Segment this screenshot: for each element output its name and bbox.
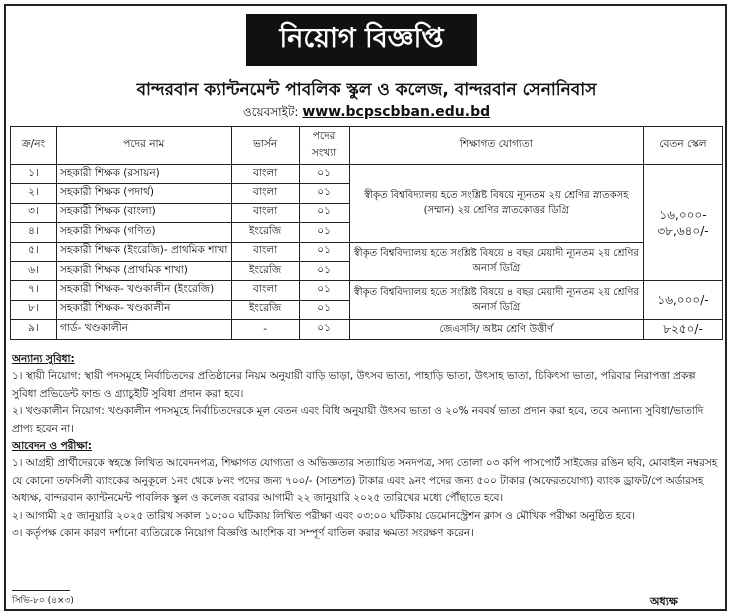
qualification-cell: স্বীকৃত বিশ্ববিদ্যালয় হতে সংশ্লিষ্ট বিষয়ে ন্যূনতম ২য় শ্রেণির স্নাতকসহ (সম্মান) ২য় শ্রেণির স্নাতকোত্তর ডিগ্রি	[349, 165, 643, 243]
table-row	[11, 320, 723, 339]
benefits-heading: অন্যান্য সুবিধা:	[12, 353, 75, 365]
count-cell: ০১	[299, 184, 349, 203]
serial-cell: ২।	[11, 184, 57, 203]
version-cell: বাংলা	[231, 184, 299, 203]
version-cell: বাংলা	[231, 281, 299, 300]
table-row	[11, 281, 723, 300]
serial-cell: ৬।	[11, 261, 57, 280]
count-cell: ০১	[299, 242, 349, 261]
table-row	[11, 165, 723, 184]
website-line	[0, 104, 733, 124]
version-cell: বাংলা	[231, 165, 299, 184]
count-cell: ০১	[299, 320, 349, 339]
table-row	[11, 242, 723, 261]
count-cell: ০১	[299, 261, 349, 280]
serial-cell: ৭।	[11, 281, 57, 300]
post-cell: সহকারী শিক্ষক (গণিত)	[56, 223, 231, 242]
document-code: সিভি-৮০ (৪×৩)	[12, 596, 74, 606]
qualification-cell: স্বীকৃত বিশ্ববিদ্যালয় হতে সংশ্লিষ্ট বিষয়ে ৪ বছর মেয়াদী ন্যূনতম ২য় শ্রেণির অনার্স ডিগ্রি	[349, 242, 643, 281]
header-serial: ক্র/নং	[11, 127, 57, 165]
serial-cell: ১।	[11, 165, 57, 184]
benefit-item: ১। স্থায়ী নিয়োগ: স্থায়ী পদসমূহে নির্বাচিতদের প্রতিষ্ঠানের নিয়ম অনুযায়ী বাড়ি ভাড়া, উৎসব ভাতা, পাহাড়ি ভাতা, উৎসাহ ভাতা, চিকিৎসা ভাতা, পরিবার নিরাপত্তা প্রকল্প সুবিধা প্রভিডেন্ট ফান্ড ও গ্র্যাচুইটি সুবিধা প্রদান করা হবে।	[12, 370, 696, 400]
serial-cell: ৫।	[11, 242, 57, 261]
version-cell: বাংলা	[231, 203, 299, 222]
version-cell: -	[231, 320, 299, 339]
count-cell: ০১	[299, 300, 349, 319]
serial-cell: ৮।	[11, 300, 57, 319]
post-cell: সহকারী শিক্ষক (ইংরেজি)- প্রাথমিক শাখা	[56, 242, 231, 261]
post-cell: সহকারী শিক্ষক- খণ্ডকালীন	[56, 300, 231, 319]
header-pay-scale: বেতন স্কেল	[644, 127, 723, 165]
application-heading: আবেদন ও পরীক্ষা:	[12, 440, 92, 453]
count-cell: ০১	[299, 165, 349, 184]
version-cell: ইংরেজি	[231, 261, 299, 280]
signer-title: অধ্যক্ষ	[650, 595, 678, 608]
version-cell: বাংলা	[231, 242, 299, 261]
post-cell: সহকারী শিক্ষক (পদার্থ)	[56, 184, 231, 203]
post-cell: সহকারী শিক্ষক (বাংলা)	[56, 203, 231, 222]
count-cell: ০১	[299, 223, 349, 242]
website-label: ওয়েবসাইট:	[242, 105, 299, 119]
application-item: ২। আগামী ২৫ জানুয়ারি ২০২৫ তারিখ সকাল ১০:০০ ঘটিকায় লিখিত পরীক্ষা এবং ০৩:০০ ঘটিকায় ডেমোনস্ট্রেশন ক্লাস ও মৌখিক পরীক্ষা অনুষ্ঠিত হবে।	[12, 509, 636, 522]
qualification-cell: জেএসসি/ অষ্টম শ্রেণি উত্তীর্ণ	[349, 320, 643, 339]
pay-scale-cell: ১৬,০০০/-	[644, 281, 723, 320]
version-cell: ইংরেজি	[231, 223, 299, 242]
website-link[interactable]: www.bcpscbban.edu.bd	[302, 104, 491, 120]
count-cell: ০১	[299, 281, 349, 300]
post-cell: গার্ড- খণ্ডকালীন	[56, 320, 231, 339]
application-item: ১। আগ্রহী প্রার্থীদেরকে স্বহস্তে লিখিত আবেদনপত্র, শিক্ষাগত যোগ্যতা ও অভিজ্ঞতার সত্যায়িত সনদপত্র, সদ্য তোলা ০৩ কপি পাসপোর্ট সাইজের রঙিন ছবি, মোবাইল নম্বরসহ যে কোনো তফসিলী ব্যাংকের অনুকূলে ১নং থেকে ৮নং পদের জন্য ৭০০/- (সাতশত) টাকার এবং ৯নং পদের জন্য ৫০০ টাকার (অফেরতযোগ্য) ব্যাংক ড্রাফট/পে অর্ডারসহ অধ্যক্ষ, বান্দরবান ক্যান্টনমেন্ট পাবলিক স্কুল ও কলেজ বরাবর আগামী ২২ জানুয়ারি ২০২৫ তারিখের মধ্যে পৌঁছাতে হবে।	[12, 457, 718, 505]
header-version: ভার্সন	[231, 127, 299, 165]
post-cell: সহকারী শিক্ষক (রসায়ন)	[56, 165, 231, 184]
notice-body	[12, 351, 722, 542]
post-cell: সহকারী শিক্ষক (প্রাথমিক শাখা)	[56, 261, 231, 280]
application-item: ৩। কর্তৃপক্ষ কোন কারণ দর্শানো ব্যতিরেকে নিয়োগ বিজ্ঞপ্তি আংশিক বা সম্পূর্ণ বাতিল করার ক্ষমতা সংরক্ষণ করেন।	[12, 527, 474, 540]
benefit-item: ২। খণ্ডকালীন নিয়োগ: খণ্ডকালীন পদসমূহে নির্বাচিতদেরকে মূল বেতন এবং বিধি অনুযায়ী উৎসব ভাতা ও ২০% নববর্ষ ভাতা প্রদান করা হবে, তবে অন্যান্য সুবিধা/ভাতাদি প্রাপ্য হবেন না।	[12, 405, 704, 435]
vacancy-table	[10, 126, 723, 340]
post-cell: সহকারী শিক্ষক- খণ্ডকালীন (ইংরেজি)	[56, 281, 231, 300]
header-count: পদের সংখ্যা	[299, 127, 349, 165]
serial-cell: ৪।	[11, 223, 57, 242]
header-qualification: শিক্ষাগত যোগ্যতা	[349, 127, 643, 165]
count-cell: ০১	[299, 203, 349, 222]
table-header-row	[11, 127, 723, 165]
version-cell: ইংরেজি	[231, 300, 299, 319]
pay-scale-cell: ১৬,০০০- ৩৮,৬৪০/-	[644, 165, 723, 281]
header-post: পদের নাম	[56, 127, 231, 165]
notice-title: নিয়োগ বিজ্ঞপ্তি	[246, 14, 477, 66]
pay-scale-cell: ৮২৫০/-	[644, 320, 723, 339]
organization-name: বান্দরবান ক্যান্টনমেন্ট পাবলিক স্কুল ও কলেজ, বান্দরবান সেনানিবাস	[136, 80, 597, 100]
qualification-cell: স্বীকৃত বিশ্ববিদ্যালয় হতে সংশ্লিষ্ট বিষয়ে ৪ বছর মেয়াদী ন্যূনতম ২য় শ্রেণির অনার্স ডিগ্রি	[349, 281, 643, 320]
serial-cell: ৯।	[11, 320, 57, 339]
serial-cell: ৩।	[11, 203, 57, 222]
code-divider	[12, 590, 70, 591]
